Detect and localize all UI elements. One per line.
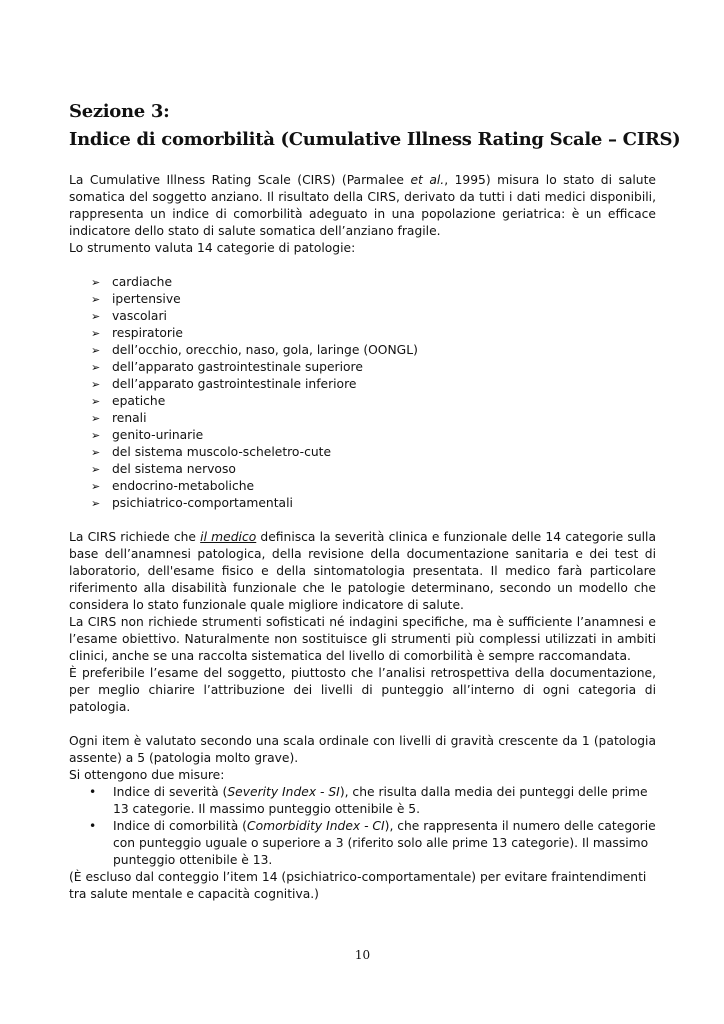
arrow-bullet-icon: ➢: [91, 344, 101, 357]
list-item: ➢ genito-urinarie: [91, 428, 204, 442]
list-item-comorbidity-index: • Indice di comorbilità (Comorbidity Index - CI), che rappresenta il numero delle categorie con punteggio uguale o superiore a 3 (riferito solo alle prime 13 categorie). Il massimo punteggio ottenibile è 13.: [89, 819, 656, 867]
arrow-bullet-icon: ➢: [91, 276, 101, 289]
method-paragraph: La CIRS richiede che il medico definisca la severità clinica e funzionale delle 14 categorie sulla base dell’anamnesi patologica, della revisione della documentazione sanitaria e dei test di laboratorio, dell'esame fisico e della sintomatologia presentata. Il medico farà particolare riferimento alla disabilità funzionale che le patologie determinano, secondo un modello che considera lo stato funzionale quale migliore indicatore di salute.: [69, 530, 656, 612]
tools-paragraph: La CIRS non richiede strumenti sofisticati né indagini specifiche, ma è sufficiente l’anamnesi e l’esame obiettivo. Naturalmente non sostituisce gli strumenti più complessi utilizzati in ambiti clinici, anche se una raccolta sistematica del livello di comorbilità è sempre raccomandata.: [69, 615, 656, 663]
arrow-bullet-icon: ➢: [91, 327, 101, 340]
arrow-bullet-icon: ➢: [91, 395, 101, 408]
document-body: [69, 172, 656, 903]
list-item: ➢ cardiache: [91, 275, 173, 289]
et-al: et al.: [410, 173, 445, 187]
category-list: [69, 274, 656, 512]
list-item: ➢ respiratorie: [91, 326, 183, 340]
preference-paragraph: È preferibile l’esame del soggetto, piuttosto che l’analisi retrospettiva della documentazione, per meglio chiarire l’attribuzione dei livelli di punteggio all’interno di ogni categoria di patologia.: [69, 666, 656, 714]
measures-list: [69, 784, 656, 869]
list-item: ➢ dell’apparato gastrointestinale superiore: [91, 360, 363, 374]
arrow-bullet-icon: ➢: [91, 412, 101, 425]
document-page: [69, 0, 681, 1024]
intro-paragraph: La Cumulative Illness Rating Scale (CIRS) (Parmalee et al., 1995) misura lo stato di salute somatica del soggetto anziano. Il risultato della CIRS, derivato da tutti i dati medici disponibili, rappresenta un indice di comorbilità adeguato in una popolazione geriatrica: è un efficace indicatore dello stato di salute somatica dell’anziano fragile.: [69, 173, 656, 238]
list-item: ➢ del sistema muscolo-scheletro-cute: [91, 445, 332, 459]
scale-paragraph: Ogni item è valutato secondo una scala ordinale con livelli di gravità crescente da 1 (patologia assente) a 5 (patologia molto grave).: [69, 734, 656, 765]
list-item: ➢ psichiatrico-comportamentali: [91, 496, 293, 510]
section-title: Indice di comorbilità (Cumulative Illness Rating Scale – CIRS): [69, 129, 681, 150]
measures-intro: Si ottengono due misure:: [69, 768, 225, 782]
list-item: ➢ dell’apparato gastrointestinale inferiore: [91, 377, 357, 391]
exclusion-note: (È escluso dal conteggio l’item 14 (psichiatrico-comportamentale) per evitare fraintendimenti tra salute mentale e capacità cognitiva.): [69, 870, 647, 901]
categories-intro: Lo strumento valuta 14 categorie di patologie:: [69, 241, 356, 255]
list-item: ➢ endocrino-metaboliche: [91, 479, 255, 493]
arrow-bullet-icon: ➢: [91, 429, 101, 442]
bullet-icon: •: [89, 819, 97, 833]
arrow-bullet-icon: ➢: [91, 497, 101, 510]
list-item: ➢ vascolari: [91, 309, 167, 323]
section-number: Sezione 3:: [69, 101, 170, 122]
arrow-bullet-icon: ➢: [91, 361, 101, 374]
list-item: ➢ dell’occhio, orecchio, naso, gola, laringe (OONGL): [91, 343, 418, 357]
arrow-bullet-icon: ➢: [91, 378, 101, 391]
list-item: ➢ renali: [91, 411, 147, 425]
arrow-bullet-icon: ➢: [91, 446, 101, 459]
list-item: ➢ epatiche: [91, 394, 166, 408]
arrow-bullet-icon: ➢: [91, 293, 101, 306]
bullet-icon: •: [89, 785, 97, 799]
arrow-bullet-icon: ➢: [91, 463, 101, 476]
list-item-severity-index: • Indice di severità (Severity Index - SI), che risulta dalla media dei punteggi delle prime 13 categorie. Il massimo punteggio ottenibile è 5.: [89, 785, 648, 816]
section-heading: [69, 98, 680, 154]
arrow-bullet-icon: ➢: [91, 480, 101, 493]
page-number: 10: [354, 948, 371, 962]
list-item: ➢ del sistema nervoso: [91, 462, 236, 476]
arrow-bullet-icon: ➢: [91, 310, 101, 323]
list-item: ➢ ipertensive: [91, 292, 181, 306]
medico-link[interactable]: il medico: [200, 530, 257, 544]
